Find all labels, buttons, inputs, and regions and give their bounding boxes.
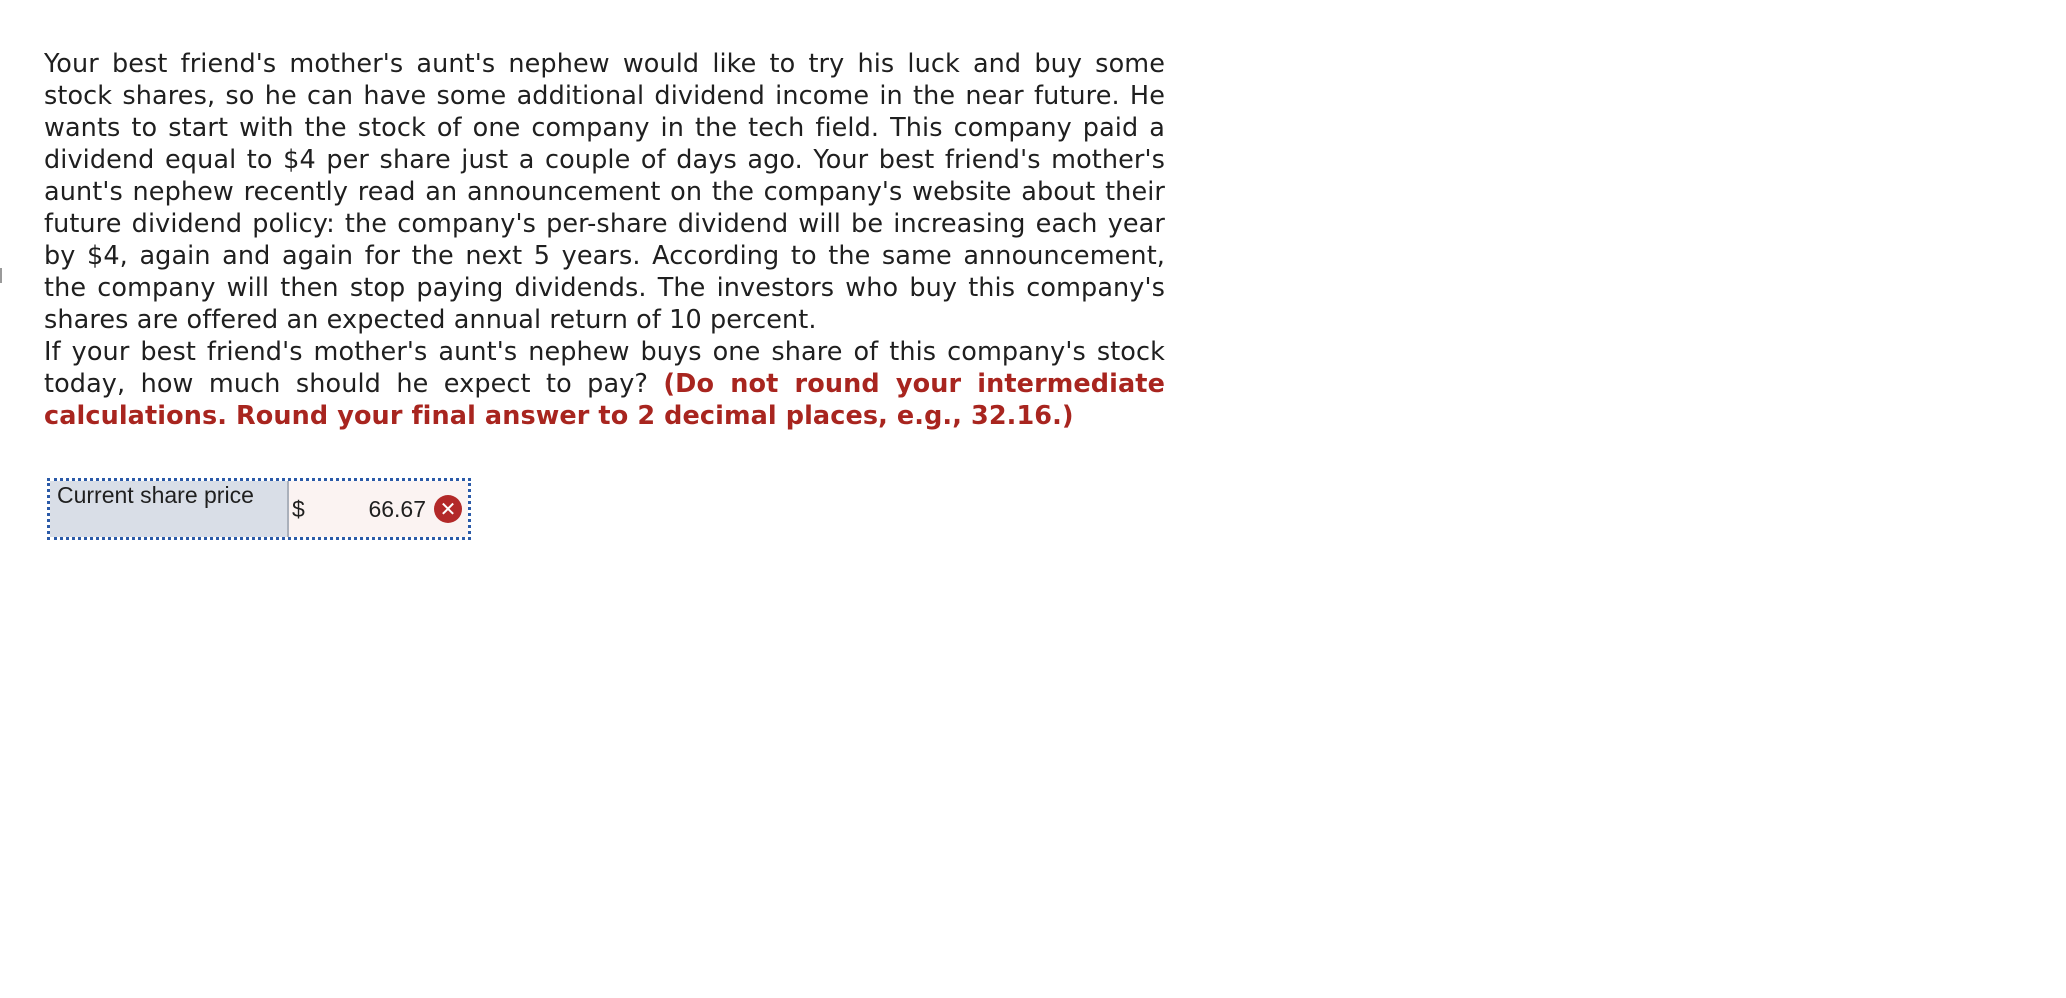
- question-paragraph-2: [44, 336, 1165, 432]
- current-share-price-field[interactable]: [289, 481, 468, 537]
- current-share-price-label: Current share price: [50, 481, 289, 537]
- answer-value[interactable]: 66.67: [368, 495, 426, 522]
- question-paragraph-1: Your best friend's mother's aunt's nephew would like to try his luck and buy some stock shares, so he can have some additional dividend income in the near future. He wants to start with the stock of one company in the tech field. This company paid a dividend equal to $4 per share just a couple of days ago. Your best friend's mother's aunt's nephew recently read an announcement on the company's website about their future dividend policy: the company's per-share dividend will be increasing each year by $4, again and again for the next 5 years. According to the same announcement, the company will then stop paying dividends. The investors who buy this company's shares are offered an expected annual return of 10 percent.: [44, 49, 1165, 335]
- answer-table: [47, 478, 471, 540]
- currency-symbol: $: [292, 495, 305, 522]
- question-text: [44, 48, 1165, 432]
- incorrect-x-icon: ✕: [434, 495, 462, 523]
- rounding-instruction: (Do not round your intermediate calculations. Round your final answer to 2 decimal places, e.g., 32.16.): [44, 369, 1165, 431]
- edge-marker: [0, 268, 2, 283]
- question-prompt: If your best friend's mother's aunt's nephew buys one share of this company's stock today, how much should he expect to pay?: [44, 337, 1165, 399]
